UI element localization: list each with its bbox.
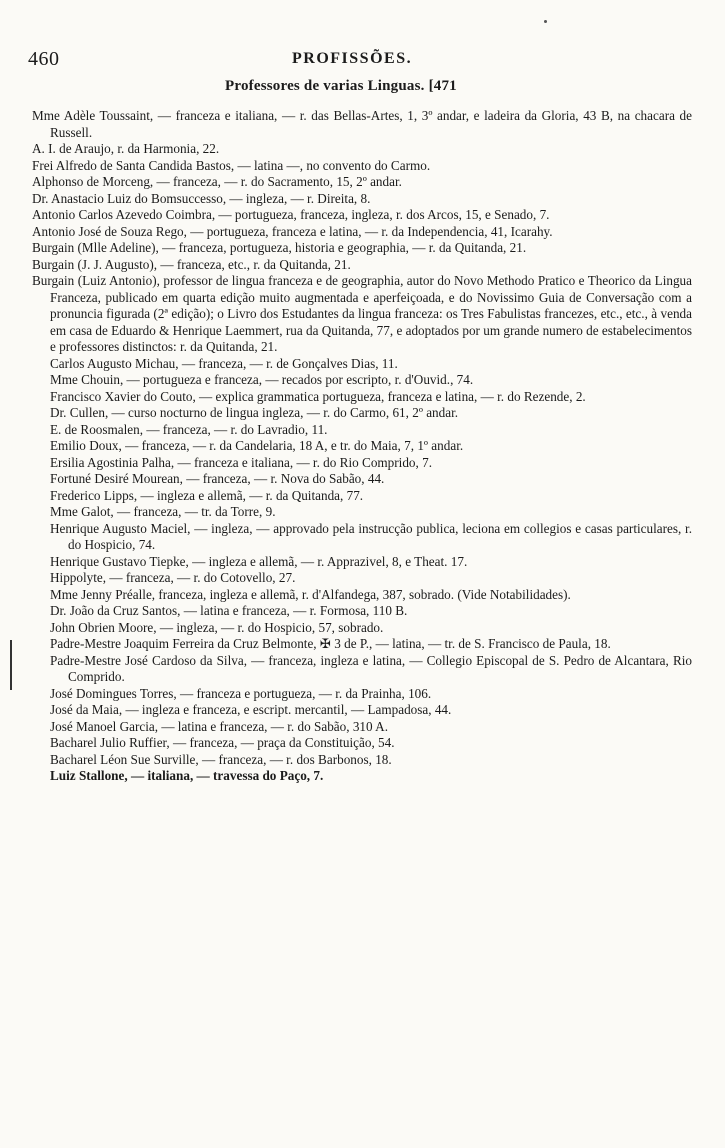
list-item: Henrique Augusto Maciel, — ingleza, — approvado pela instrucção publica, leciona em collegios e casas particulares, r. do Hospicio, 74. (50, 520, 692, 552)
list-item: Hippolyte, — franceza, — r. do Cotovello, 27. (50, 570, 296, 585)
list-item: José da Maia, — ingleza e franceza, e escript. mercantil, — Lampadosa, 44. (50, 702, 452, 717)
print-speck (544, 20, 547, 23)
list-item: Luiz Stallone, — italiana, — travessa do Paço, 7. (50, 768, 324, 783)
margin-mark (10, 640, 12, 690)
list-item: Henrique Gustavo Tiepke, — ingleza e allemã, — r. Apprazivel, 8, e Theat. 17. (50, 553, 468, 569)
list-item: José Manoel Garcia, — latina e franceza, — r. do Sabão, 310 A. (50, 718, 388, 734)
list-item: Burgain (Luiz Antonio), professor de lingua franceza e de geographia, autor do Novo Methodo Pratico e Theorico da Lingua Franceza, publicado em quarta edição muito augmentada e aperfeiçoada, e do Novissimo Guia de Conversação com a pronuncia figurada (2ª edição); o Livro dos Estudantes da lingua franceza: os Tres Fabulistas francezes, etc., etc., à venda em casa de Eduardo & Henrique Laemmert, rua da Quitanda, 77, e adoptados por um grande numero de estabelecimentos e professores distinctos: r. da Quitanda, 21. (32, 273, 692, 354)
list-item: E. de Roosmalen, — franceza, — r. do Lavradio, 11. (50, 421, 328, 437)
list-item: Dr. Anastacio Luiz do Bomsuccesso, — ingleza, — r. Direita, 8. (32, 190, 371, 206)
list-item: Francisco Xavier do Couto, — explica grammatica portugueza, franceza e latina, — r. do Rezende, 2. (50, 388, 586, 404)
list-item: Frederico Lipps, — ingleza e allemã, — r. da Quitanda, 77. (50, 487, 364, 503)
list-item: Mme Galot, — franceza, — tr. da Torre, 9. (50, 504, 276, 519)
list-item: Mme Adèle Toussaint, — franceza e italiana, — r. das Bellas-Artes, 1, 3º andar, e ladeira da Gloria, 43 B, na chacara de Russell. (32, 108, 692, 140)
entry-list (32, 108, 692, 785)
list-item: Mme Jenny Préalle, franceza, ingleza e allemã, r. d'Alfandega, 387, sobrado. (Vide Notabilidades). (50, 586, 571, 602)
list-item: Burgain (J. J. Augusto), — franceza, etc., r. da Quitanda, 21. (32, 256, 351, 272)
list-item: Dr. João da Cruz Santos, — latina e franceza, — r. Formosa, 110 B. (50, 603, 408, 618)
page-number: 460 (28, 48, 60, 70)
list-item: Carlos Augusto Michau, — franceza, — r. de Gonçalves Dias, 11. (50, 355, 398, 371)
list-item: Bacharel Julio Ruffier, — franceza, — praça da Constituição, 54. (50, 735, 395, 750)
list-item: John Obrien Moore, — ingleza, — r. do Hospicio, 57, sobrado. (50, 619, 384, 635)
list-item: Frei Alfredo de Santa Candida Bastos, — latina —, no convento do Carmo. (32, 157, 431, 173)
list-item: Padre-Mestre Joaquim Ferreira da Cruz Belmonte, ✠ 3 de P., — latina, — tr. de S. Francisco de Paula, 18. (50, 636, 611, 651)
list-item: Ersilia Agostinia Palha, — franceza e italiana, — r. do Rio Comprido, 7. (50, 454, 432, 470)
list-item: Bacharel Léon Sue Surville, — franceza, — r. dos Barbonos, 18. (50, 751, 392, 767)
list-item: Alphonso de Morceng, — franceza, — r. do Sacramento, 15, 2º andar. (32, 174, 402, 189)
list-item: José Domingues Torres, — franceza e portugueza, — r. da Prainha, 106. (50, 685, 432, 701)
list-item: Mme Chouin, — portugueza e franceza, — recados por escripto, r. d'Ouvid., 74. (50, 372, 474, 387)
list-item: Dr. Cullen, — curso nocturno de lingua ingleza, — r. do Carmo, 61, 2º andar. (50, 405, 459, 420)
list-item: A. I. de Araujo, r. da Harmonia, 22. (32, 141, 220, 156)
running-title: PROFISSÕES. (292, 50, 413, 67)
list-item: Antonio Carlos Azevedo Coimbra, — portugueza, franceza, ingleza, r. dos Arcos, 15, e Senado, 7. (32, 207, 550, 222)
list-item: Emilio Doux, — franceza, — r. da Candelaria, 18 A, e tr. do Maia, 7, 1º andar. (50, 438, 464, 453)
section-title: Professores de varias Linguas. [471 (225, 78, 457, 94)
list-item: Burgain (Mlle Adeline), — franceza, portugueza, historia e geographia, — r. da Quitanda, 21. (32, 240, 527, 255)
list-item: Fortuné Desiré Mourean, — franceza, — r. Nova do Sabão, 44. (50, 471, 385, 486)
list-item: Antonio José de Souza Rego, — portugueza, franceza e latina, — r. da Independencia, 41, Icarahy. (32, 223, 553, 239)
list-item: Padre-Mestre José Cardoso da Silva, — franceza, ingleza e latina, — Collegio Episcopal de S. Pedro de Alcantara, Rio Comprido. (50, 652, 692, 684)
